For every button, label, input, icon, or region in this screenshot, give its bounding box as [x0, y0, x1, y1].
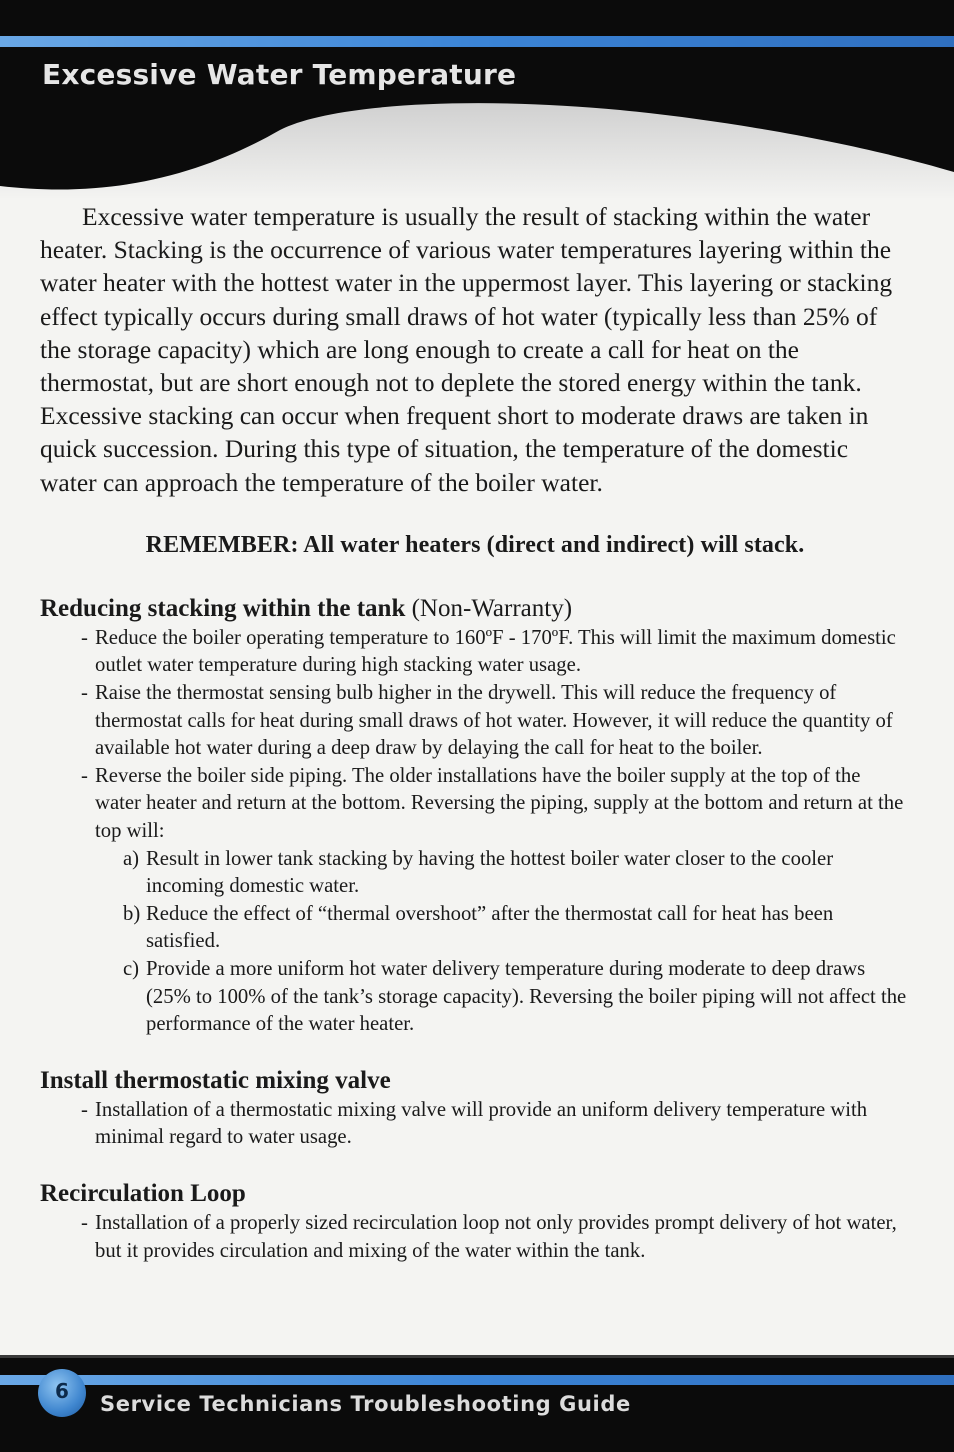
sub-item-text: Reduce the effect of “thermal overshoot” after the thermostat call for heat has been satisfied.	[146, 902, 834, 953]
section-heading-note: (Non-Warranty)	[411, 594, 573, 622]
sub-item-marker: b)	[123, 902, 141, 925]
sub-item-marker: c)	[123, 957, 140, 980]
bullet-list-recirculation-loop	[40, 1210, 910, 1265]
remember-note: REMEMBER: All water heaters (direct and indirect) will stack.	[145, 531, 805, 558]
section-heading-reducing-stacking	[40, 593, 910, 625]
sub-list-item	[40, 901, 910, 956]
bullet-list-reducing-stacking	[40, 625, 910, 1039]
section-heading-mixing-valve	[40, 1065, 910, 1097]
list-item	[40, 625, 910, 680]
list-item	[40, 763, 910, 1039]
page-header	[0, 0, 954, 200]
list-item-text: Reduce the boiler operating temperature to 160ºF - 170ºF. This will limit the maximum domestic outlet water temperature during high stacking water usage.	[95, 626, 896, 677]
list-item	[40, 680, 910, 763]
bullet-dash: -	[81, 1211, 88, 1234]
page-title: Excessive Water Temperature	[42, 58, 517, 91]
section-heading-text: Install thermostatic mixing valve	[40, 1066, 391, 1094]
section-heading-text: Recirculation Loop	[40, 1179, 246, 1207]
list-item	[40, 1097, 910, 1152]
section-heading-text: Reducing stacking within the tank	[40, 594, 406, 622]
bullet-dash: -	[81, 1098, 88, 1121]
section-heading-recirculation-loop	[40, 1178, 910, 1210]
sub-list	[95, 846, 910, 1039]
sub-item-marker: a)	[123, 847, 140, 870]
list-item-text: Raise the thermostat sensing bulb higher in the drywell. This will reduce the frequency of thermostat calls for heat during small draws of hot water. However, it will reduce the quantity of available hot water during a deep draw by delaying the call for heat to the boiler.	[95, 682, 893, 760]
list-item-text: Installation of a thermostatic mixing valve will provide an uniform delivery temperature with minimal regard to water usage.	[95, 1098, 868, 1149]
header-banner-graphic	[0, 0, 954, 200]
bullet-dash: -	[81, 682, 88, 705]
sub-item-text: Result in lower tank stacking by having the hottest boiler water closer to the cooler incoming domestic water.	[146, 847, 834, 898]
main-content	[40, 200, 910, 1265]
sub-list-item	[40, 846, 910, 901]
list-item-text: Reverse the boiler side piping. The older installations have the boiler supply at the top of the water heater and return at the bottom. Reversing the piping, supply at the bottom and return at the top will:	[95, 764, 904, 842]
bullet-dash: -	[81, 764, 88, 787]
page-footer	[0, 1355, 954, 1452]
list-item-text: Installation of a properly sized recirculation loop not only provides prompt delivery of hot water, but it provides circulation and mixing of the water within the tank.	[95, 1211, 897, 1262]
list-item	[40, 1210, 910, 1265]
intro-paragraph: Excessive water temperature is usually the result of stacking within the water heater. Stacking is the occurrence of various water temperatures layering within the water heater with the hottest water in the uppermost layer. This layering or stacking effect typically occurs during small draws of hot water (typically less than 25% of the storage capacity) which are long enough to create a call for heat on the thermostat, but are short enough not to deplete the stored energy within the tank. Excessive stacking can occur when frequent short to moderate draws are taken in quick succession. During this type of situation, the temperature of the domestic water can approach the temperature of the boiler water.	[40, 202, 893, 497]
bullet-dash: -	[81, 626, 88, 649]
footer-title: Service Technicians Troubleshooting Guide	[100, 1392, 631, 1416]
sub-list-item	[40, 956, 910, 1039]
bullet-list-mixing-valve	[40, 1097, 910, 1152]
sub-item-text: Provide a more uniform hot water delivery temperature during moderate to deep draws (25% to 100% of the tank’s storage capacity). Reversing the boiler piping will not affect the performance of the water heater.	[146, 957, 907, 1036]
page-number: 6	[55, 1379, 69, 1403]
